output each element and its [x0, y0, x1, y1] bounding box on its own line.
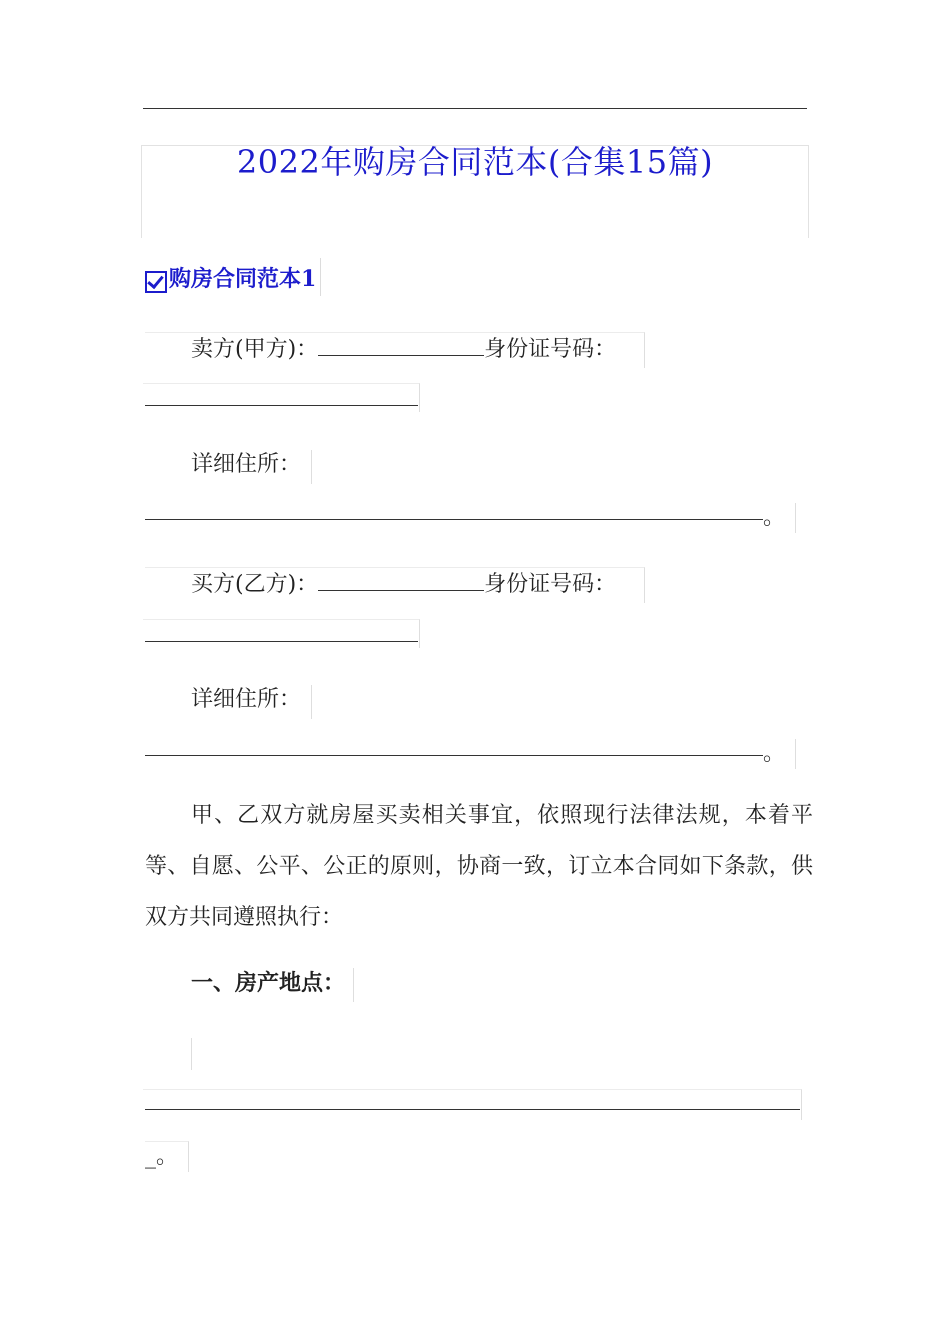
checkbox-checked-icon — [145, 271, 167, 293]
seller-address-blank[interactable] — [145, 519, 763, 520]
document-title: 2022年购房合同范本(合集15篇) — [236, 143, 714, 181]
seller-label: 卖方(甲方)： — [191, 337, 319, 362]
intro-paragraph-text: 甲、乙双方就房屋买卖相关事宜，依照现行法律法规，本着平等、自愿、公平、公正的原则，协商一致，订立本合同如下条款，供双方共同遵照执行： — [145, 803, 813, 930]
clause-1-heading: 一、房产地点： — [191, 968, 354, 1002]
buyer-address-blank[interactable] — [145, 755, 763, 756]
seller-id-blank[interactable] — [145, 405, 418, 406]
buyer-line — [145, 567, 645, 603]
seller-id-label: 身份证号码： — [484, 337, 617, 362]
seller-line — [145, 332, 645, 368]
buyer-name-blank[interactable] — [318, 568, 484, 591]
buyer-address-line — [191, 685, 312, 719]
clause-1-frame — [143, 1089, 802, 1120]
buyer-address-label: 详细住所： — [191, 687, 302, 712]
seller-address-label: 详细住所： — [191, 452, 302, 477]
buyer-id-blank[interactable] — [145, 641, 418, 642]
top-rule — [143, 108, 807, 109]
buyer-label: 买方(乙方)： — [191, 572, 319, 597]
seller-address-period: 。 — [763, 503, 796, 533]
clause-1-tail: _。 — [145, 1141, 189, 1172]
section-heading — [145, 258, 321, 296]
seller-name-blank[interactable] — [318, 333, 484, 356]
buyer-id-label: 身份证号码： — [484, 572, 617, 597]
clause-1-blank[interactable] — [145, 1109, 800, 1110]
intro-paragraph — [145, 790, 813, 943]
buyer-id-frame — [143, 619, 420, 648]
seller-address-line — [191, 450, 312, 484]
section-heading-text: 购房合同范本1 — [169, 265, 317, 292]
buyer-address-period: 。 — [763, 739, 796, 769]
seller-id-frame — [143, 383, 420, 412]
clause-1-cursor-frame — [191, 1038, 192, 1070]
